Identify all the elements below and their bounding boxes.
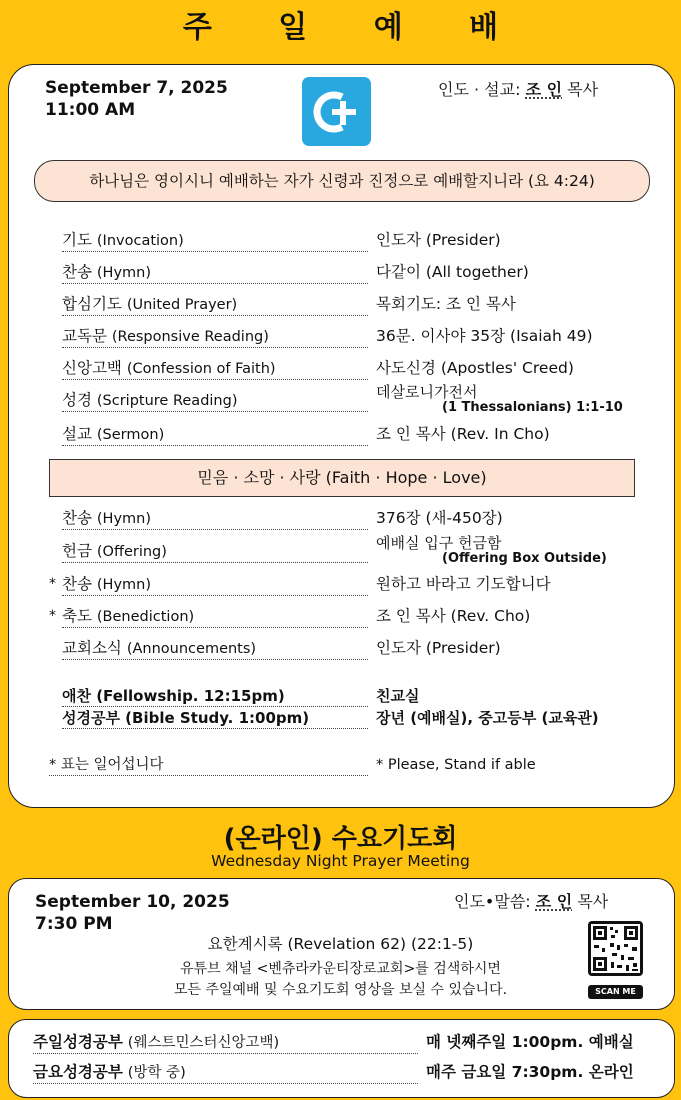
stand-mark: * (49, 576, 56, 592)
order-item-ko: 찬송 (62, 509, 92, 527)
order-item-en: (Sermon) (96, 427, 165, 443)
bible-study-card (8, 1019, 675, 1098)
order-item-label (62, 541, 368, 563)
qr-scan-label: SCAN ME (588, 985, 643, 999)
wednesday-scripture: 요한계시록 (Revelation 62) (22:1-5) (207, 935, 474, 953)
order-item-label (62, 294, 368, 316)
sermon-title: 믿음 · 소망 · 사랑 (Faith · Hope · Love) (49, 459, 635, 497)
wednesday-subtitle: Wednesday Night Prayer Meeting (211, 852, 470, 870)
order-item-en: (United Prayer) (126, 297, 238, 313)
order-item-en: (Responsive Reading) (111, 329, 269, 345)
order-item-en: (Confession of Faith) (126, 361, 276, 377)
stand-note-en: * Please, Stand if able (376, 757, 536, 773)
bible-study-place: 장년 (예배실), 중고등부 (교육관) (376, 709, 599, 727)
study-when: 매 넷째주일 1:00pm. 예배실 (426, 1033, 634, 1051)
order-item-label (62, 574, 368, 596)
order-item-value: 조 인 목사 (Rev. In Cho) (376, 425, 550, 443)
order-item-label (62, 390, 368, 412)
order-item-en: (Scripture Reading) (96, 393, 238, 409)
study-detail: (웨스트민스터신앙고백) (127, 1035, 280, 1051)
church-cross-icon (302, 77, 371, 146)
wednesday-time: 7:30 PM (35, 914, 113, 934)
wednesday-date: September 10, 2025 (35, 892, 230, 912)
order-item-en: (Announcements) (126, 641, 257, 657)
order-item-en: (Hymn) (96, 265, 152, 281)
stand-mark: * (49, 608, 56, 624)
page-title: 주 일 예 배 (182, 10, 527, 45)
order-item-ko: 교독문 (62, 327, 107, 345)
leader-name: 조 인 (525, 80, 563, 99)
order-item-label (62, 230, 368, 252)
order-item-value: 목회기도: 조 인 목사 (376, 295, 516, 313)
stand-note-ko: * 표는 일어섭니다 (49, 755, 368, 776)
study-name-row (33, 1062, 418, 1084)
order-item-label (62, 358, 368, 380)
order-item-value: 인도자 (Presider) (376, 639, 501, 657)
order-item-en: (Hymn) (96, 511, 152, 527)
service-date: September 7, 2025 (45, 78, 228, 98)
leader-label: 인도 · 설교: (438, 80, 521, 99)
order-item-value: 사도신경 (Apostles' Creed) (376, 359, 574, 377)
order-item-en: (Offering) (96, 544, 167, 560)
order-item-en: (Invocation) (96, 233, 184, 249)
order-item-label (62, 638, 368, 660)
order-item-label (62, 508, 368, 530)
study-name-row (33, 1032, 418, 1054)
order-item-label (62, 606, 368, 628)
order-item-value: 다같이 (All together) (376, 263, 529, 281)
order-item-value: 데살로니가전서 (376, 383, 478, 401)
order-item-ko: 신앙고백 (62, 359, 122, 377)
order-item-ko: 축도 (62, 607, 92, 625)
wednesday-leader-name: 조 인 (535, 892, 573, 911)
study-name: 주일성경공부 (33, 1033, 123, 1051)
order-item-en: (Hymn) (96, 577, 152, 593)
wednesday-leader (454, 889, 608, 912)
wednesday-leader-title: 목사 (577, 892, 609, 911)
study-detail: (방학 중) (127, 1065, 186, 1081)
wednesday-leader-label: 인도•말씀: (454, 892, 531, 911)
order-item-ko: 헌금 (62, 542, 92, 560)
qr-code-icon[interactable] (588, 921, 643, 976)
service-leader (438, 77, 598, 100)
order-item-value: 36문. 이사야 35장 (Isaiah 49) (376, 327, 593, 345)
order-item-label (62, 424, 368, 446)
order-item-label (62, 326, 368, 348)
order-item-value: 376장 (새-450장) (376, 509, 503, 527)
wednesday-title: (온라인) 수요기도회 (223, 824, 458, 854)
order-item-value: 원하고 바라고 기도합니다 (376, 575, 551, 593)
bible-study-label: 성경공부 (Bible Study. 1:00pm) (62, 707, 368, 729)
leader-title: 목사 (567, 80, 599, 99)
order-item-ko: 합심기도 (62, 295, 122, 313)
order-item-value: 조 인 목사 (Rev. Cho) (376, 607, 531, 625)
order-item-en: (Benediction) (96, 609, 195, 625)
order-item-ko: 찬송 (62, 575, 92, 593)
order-item-ko: 성경 (62, 391, 92, 409)
youtube-note-2: 모든 주일예배 및 수요기도회 영상을 보실 수 있습니다. (173, 982, 508, 998)
verse-banner: 하나님은 영이시니 예배하는 자가 신령과 진정으로 예배할지니라 (요 4:24) (34, 160, 650, 202)
order-item-ko: 교회소식 (62, 639, 122, 657)
order-item-label (62, 262, 368, 284)
order-item-value-sub: (1 Thessalonians) 1:1-10 (442, 400, 623, 415)
order-item-value-sub: (Offering Box Outside) (442, 551, 607, 566)
youtube-note-1: 유튜브 채널 <벤츄라카운티장로교회>를 검색하시면 (180, 961, 501, 977)
order-item-ko: 기도 (62, 231, 92, 249)
order-item-ko: 찬송 (62, 263, 92, 281)
fellowship-place: 친교실 (376, 687, 420, 705)
order-item-value: 예배실 입구 헌금함 (376, 534, 502, 552)
study-name: 금요성경공부 (33, 1063, 123, 1081)
service-time: 11:00 AM (45, 100, 136, 120)
study-when: 매주 금요일 7:30pm. 온라인 (426, 1063, 634, 1081)
order-item-value: 인도자 (Presider) (376, 231, 501, 249)
order-item-ko: 설교 (62, 425, 92, 443)
fellowship-label: 애찬 (Fellowship. 12:15pm) (62, 685, 368, 707)
